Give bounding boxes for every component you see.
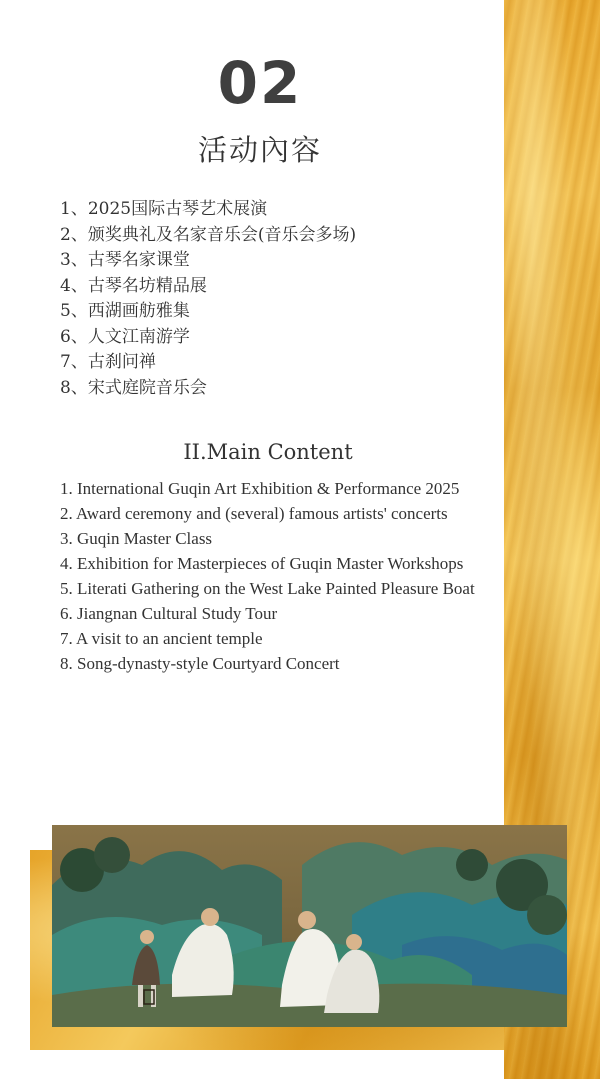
list-item: 5、西湖画舫雅集: [60, 301, 190, 321]
list-item: 6、人文江南游学: [60, 326, 190, 347]
list-item: 6. Jiangnan Cultural Study Tour: [60, 604, 278, 623]
section-number: 02: [217, 49, 303, 117]
list-item: 8. Song-dynasty-style Courtyard Concert: [60, 654, 340, 673]
list-item: 2、颁奖典礼及名家音乐会(音乐会多场): [60, 224, 357, 245]
section-title-english: II.Main Content: [183, 440, 353, 464]
list-item: 2. Award ceremony and (several) famous artists' concerts: [60, 504, 448, 523]
list-item: 3、古琴名家课堂: [60, 250, 190, 270]
list-item: 8、宋式庭院音乐会: [60, 377, 207, 398]
list-item: 1. International Guqin Art Exhibition & Performance 2025: [60, 479, 460, 498]
list-item: 5. Literati Gathering on the West Lake Painted Pleasure Boat: [60, 579, 475, 598]
list-item: 3. Guqin Master Class: [60, 529, 213, 548]
painting-illustration: [52, 825, 567, 1027]
english-content-list: [60, 476, 490, 676]
list-item: 4. Exhibition for Masterpieces of Guqin Master Workshops: [60, 554, 464, 573]
list-item: 4、古琴名坊精品展: [60, 275, 207, 296]
landscape-painting: [52, 825, 567, 1027]
chinese-content-list: [60, 197, 500, 401]
list-item: 7、古刹问禅: [60, 352, 156, 372]
list-item: 1、2025国际古琴艺术展演: [60, 199, 268, 219]
list-item: 7. A visit to an ancient temple: [60, 629, 263, 648]
section-title-chinese: 活动內容: [197, 133, 322, 167]
